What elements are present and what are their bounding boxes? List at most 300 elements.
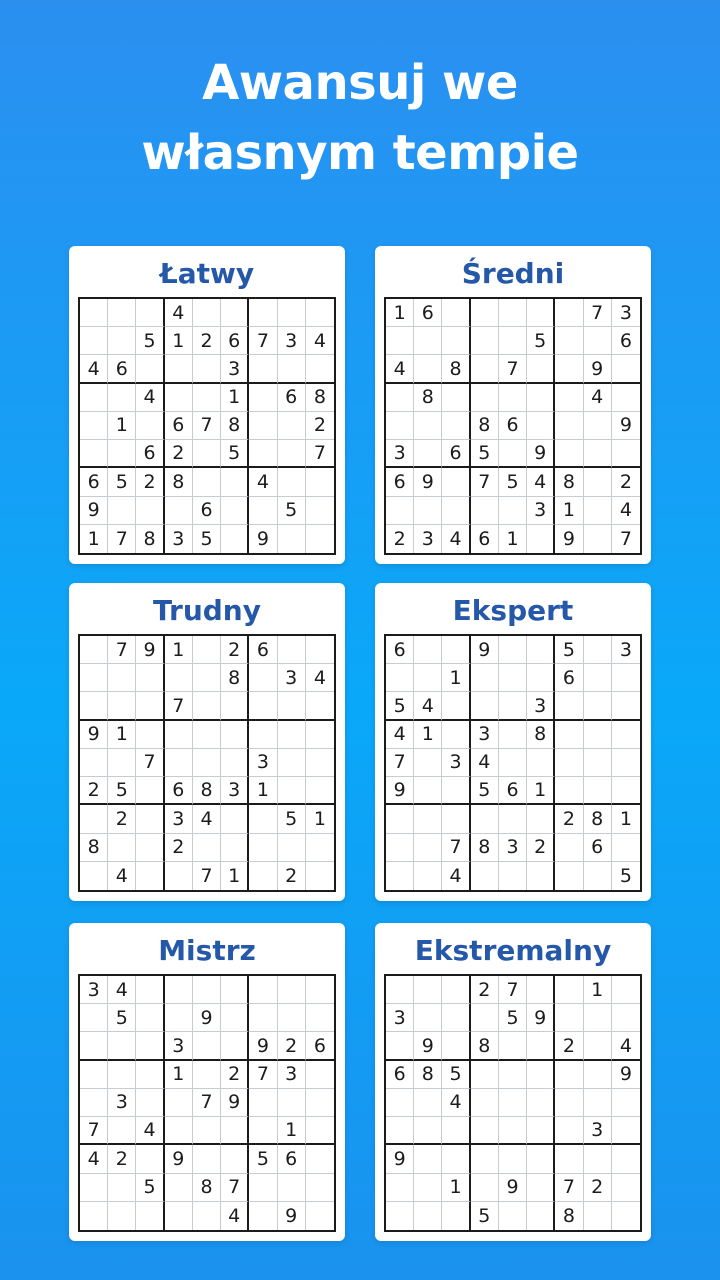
sudoku-cell [249,384,277,412]
sudoku-cell [499,384,527,412]
sudoku-cell: 6 [278,1145,306,1173]
sudoku-cell [80,664,108,692]
sudoku-cell [278,468,306,496]
sudoku-cell [555,1061,583,1089]
sudoku-cell [499,749,527,777]
sudoku-cell [499,721,527,749]
sudoku-cell [193,1117,221,1145]
sudoku-cell: 2 [108,1145,136,1173]
sudoku-cell: 9 [221,1089,249,1117]
sudoku-cell: 3 [249,749,277,777]
sudoku-cell [278,777,306,805]
sudoku-cell [471,862,499,890]
sudoku-cell [442,497,470,525]
sudoku-cell [278,692,306,720]
sudoku-cell [249,834,277,862]
sudoku-cell [612,976,640,1004]
sudoku-cell [471,327,499,355]
puzzle-card-title: Łatwy [159,257,255,290]
sudoku-cell [108,1202,136,1230]
sudoku-cell [306,749,334,777]
sudoku-cell: 2 [555,805,583,833]
sudoku-cell: 5 [278,805,306,833]
sudoku-cell: 2 [221,1061,249,1089]
sudoku-cell: 4 [527,468,555,496]
sudoku-cell [165,1117,193,1145]
sudoku-cell [249,355,277,383]
sudoku-cell [165,1202,193,1230]
sudoku-cell: 5 [471,777,499,805]
sudoku-cell [278,636,306,664]
sudoku-cell: 1 [386,299,414,327]
puzzle-card-master[interactable] [69,923,345,1241]
sudoku-cell: 5 [527,327,555,355]
sudoku-cell [165,721,193,749]
sudoku-cell [612,1117,640,1145]
sudoku-cell: 4 [80,1145,108,1173]
sudoku-cell [555,384,583,412]
sudoku-cell: 1 [442,1174,470,1202]
sudoku-cell [527,862,555,890]
sudoku-cell: 5 [278,497,306,525]
sudoku-cell [165,1174,193,1202]
sudoku-cell [414,664,442,692]
sudoku-cell: 1 [249,777,277,805]
sudoku-cell [584,440,612,468]
sudoku-cell: 6 [414,299,442,327]
sudoku-cell: 8 [414,384,442,412]
sudoku-cell [527,1089,555,1117]
sudoku-cell [527,384,555,412]
puzzle-card-hard[interactable] [69,583,345,901]
sudoku-cell [278,1004,306,1032]
sudoku-cell [80,1174,108,1202]
sudoku-cell: 2 [136,468,164,496]
sudoku-cell [193,1202,221,1230]
sudoku-cell: 8 [527,721,555,749]
sudoku-cell [499,497,527,525]
sudoku-cell [108,834,136,862]
sudoku-cell: 3 [165,525,193,553]
puzzle-card-expert[interactable] [375,583,651,901]
sudoku-cell [555,299,583,327]
sudoku-cell [136,1202,164,1230]
sudoku-cell [249,976,277,1004]
sudoku-cell: 5 [499,1004,527,1032]
sudoku-cell: 4 [442,1089,470,1117]
sudoku-cell [414,636,442,664]
sudoku-cell: 6 [442,440,470,468]
sudoku-cell: 4 [612,1032,640,1060]
sudoku-cell: 9 [249,525,277,553]
sudoku-cell [221,749,249,777]
sudoku-cell [499,692,527,720]
sudoku-cell [584,412,612,440]
sudoku-cell: 4 [249,468,277,496]
sudoku-cell [584,468,612,496]
sudoku-cell [414,412,442,440]
sudoku-cell [221,497,249,525]
sudoku-cell [442,299,470,327]
sudoku-cell [278,355,306,383]
sudoku-cell [278,525,306,553]
sudoku-cell [221,834,249,862]
sudoku-cell [108,749,136,777]
sudoku-cell [584,692,612,720]
sudoku-cell: 9 [386,1145,414,1173]
sudoku-cell: 9 [165,1145,193,1173]
sudoku-cell [584,1032,612,1060]
sudoku-cell [612,355,640,383]
headline-line-2: własnym tempie [141,125,579,181]
sudoku-cell [80,384,108,412]
sudoku-cell [414,497,442,525]
sudoku-cell [555,834,583,862]
sudoku-cell [414,862,442,890]
sudoku-cell: 4 [442,525,470,553]
sudoku-cell: 5 [221,440,249,468]
sudoku-cell [471,1117,499,1145]
sudoku-cell [527,1145,555,1173]
sudoku-cell [165,384,193,412]
sudoku-cell [278,440,306,468]
sudoku-cell [555,721,583,749]
sudoku-cell: 1 [278,1117,306,1145]
sudoku-cell [499,862,527,890]
sudoku-cell [414,777,442,805]
sudoku-cell [306,1004,334,1032]
sudoku-cell: 3 [499,834,527,862]
sudoku-cell: 9 [612,412,640,440]
sudoku-cell: 7 [193,1089,221,1117]
sudoku-cell [80,1202,108,1230]
sudoku-cell [442,636,470,664]
sudoku-cell [165,749,193,777]
sudoku-cell [249,1174,277,1202]
sudoku-cell: 6 [193,497,221,525]
sudoku-cell: 7 [80,1117,108,1145]
sudoku-cell [136,664,164,692]
sudoku-cell: 7 [306,440,334,468]
sudoku-cell: 4 [193,805,221,833]
sudoku-cell: 8 [306,384,334,412]
sudoku-cell: 8 [136,525,164,553]
sudoku-cell: 6 [386,468,414,496]
sudoku-cell: 7 [221,1174,249,1202]
sudoku-cell: 5 [386,692,414,720]
sudoku-cell [555,862,583,890]
sudoku-cell [386,862,414,890]
sudoku-cell [442,692,470,720]
sudoku-cell [193,440,221,468]
sudoku-cell [136,1032,164,1060]
sudoku-cell: 2 [471,976,499,1004]
sudoku-cell: 3 [386,1004,414,1032]
sudoku-cell: 1 [80,525,108,553]
sudoku-cell [108,692,136,720]
sudoku-cell [193,1061,221,1089]
sudoku-cell [221,1032,249,1060]
sudoku-cell [165,497,193,525]
sudoku-cell [108,1174,136,1202]
sudoku-cell [527,805,555,833]
sudoku-cell [414,805,442,833]
sudoku-cell [221,805,249,833]
sudoku-cell [584,1089,612,1117]
sudoku-cell: 2 [306,412,334,440]
sudoku-cell [584,525,612,553]
sudoku-cell [278,412,306,440]
sudoku-cell [499,1032,527,1060]
sudoku-cell: 2 [278,862,306,890]
sudoku-cell: 5 [136,327,164,355]
sudoku-cell [584,327,612,355]
sudoku-cell: 8 [442,355,470,383]
headline-line-1: Awansuj we [202,55,518,111]
sudoku-cell [136,721,164,749]
sudoku-cell: 9 [136,636,164,664]
sudoku-cell [306,976,334,1004]
sudoku-cell [471,1004,499,1032]
sudoku-cell: 3 [165,1032,193,1060]
sudoku-cell [80,749,108,777]
sudoku-cell [108,440,136,468]
sudoku-cell [612,749,640,777]
sudoku-cell [306,1117,334,1145]
sudoku-cell [80,412,108,440]
sudoku-cell [221,1004,249,1032]
sudoku-cell [414,1145,442,1173]
sudoku-cell [442,1202,470,1230]
sudoku-cell [386,1174,414,1202]
sudoku-cell: 8 [165,468,193,496]
sudoku-cell [584,777,612,805]
sudoku-cell [499,636,527,664]
sudoku-cell: 4 [80,355,108,383]
sudoku-cell [80,805,108,833]
sudoku-cell [555,1145,583,1173]
sudoku-cell [386,1089,414,1117]
sudoku-cell: 5 [193,525,221,553]
sudoku-cell [442,805,470,833]
sudoku-cell: 9 [527,1004,555,1032]
sudoku-cell: 2 [584,1174,612,1202]
sudoku-cell [442,777,470,805]
sudoku-cell: 1 [442,664,470,692]
sudoku-cell [414,1117,442,1145]
sudoku-cell: 1 [555,497,583,525]
sudoku-cell: 2 [221,636,249,664]
puzzle-card-title: Trudny [153,594,261,627]
sudoku-cell [249,299,277,327]
sudoku-cell [193,299,221,327]
puzzle-card-title: Mistrz [158,934,256,967]
sudoku-cell: 1 [584,976,612,1004]
sudoku-cell: 6 [612,327,640,355]
sudoku-cell [471,299,499,327]
sudoku-cell [612,440,640,468]
sudoku-grid [78,297,336,555]
sudoku-cell: 6 [499,777,527,805]
sudoku-cell: 3 [584,1117,612,1145]
headline [0,48,720,188]
sudoku-cell [249,1117,277,1145]
sudoku-cell [471,1089,499,1117]
sudoku-cell: 4 [612,497,640,525]
sudoku-cell [527,1061,555,1089]
sudoku-cell: 1 [221,862,249,890]
sudoku-cell [414,834,442,862]
sudoku-cell [249,721,277,749]
sudoku-cell: 2 [108,805,136,833]
sudoku-cell [442,1004,470,1032]
sudoku-cell [136,777,164,805]
sudoku-cell: 3 [414,525,442,553]
sudoku-cell [249,664,277,692]
puzzle-card-title: Średni [461,257,565,290]
sudoku-cell [165,862,193,890]
sudoku-cell: 4 [386,721,414,749]
sudoku-cell [136,355,164,383]
sudoku-cell: 8 [471,1032,499,1060]
sudoku-cell: 9 [612,1061,640,1089]
sudoku-cell [278,721,306,749]
sudoku-cell [108,1061,136,1089]
sudoku-cell [108,1117,136,1145]
puzzle-card-easy[interactable] [69,246,345,564]
sudoku-cell: 3 [442,749,470,777]
sudoku-cell [499,327,527,355]
sudoku-cell [278,749,306,777]
sudoku-cell [306,1174,334,1202]
puzzle-card-extreme[interactable] [375,923,651,1241]
sudoku-cell: 6 [555,664,583,692]
sudoku-cell: 7 [165,692,193,720]
sudoku-cell [193,1145,221,1173]
sudoku-cell: 1 [165,636,193,664]
sudoku-cell [193,355,221,383]
sudoku-cell [471,355,499,383]
sudoku-cell [499,805,527,833]
sudoku-cell [527,976,555,1004]
sudoku-cell: 7 [555,1174,583,1202]
sudoku-cell [249,692,277,720]
sudoku-cell [555,1004,583,1032]
sudoku-cell: 8 [414,1061,442,1089]
sudoku-cell: 9 [555,525,583,553]
sudoku-cell [386,327,414,355]
puzzle-card-medium[interactable] [375,246,651,564]
sudoku-cell [386,834,414,862]
sudoku-cell: 8 [555,1202,583,1230]
sudoku-cell [306,497,334,525]
sudoku-cell [584,497,612,525]
sudoku-cell [414,976,442,1004]
sudoku-cell [442,1117,470,1145]
sudoku-cell: 7 [193,412,221,440]
sudoku-cell [193,468,221,496]
sudoku-cell [414,1004,442,1032]
sudoku-cell: 3 [278,1061,306,1089]
sudoku-cell [414,1202,442,1230]
sudoku-cell: 7 [108,636,136,664]
sudoku-cell: 3 [278,327,306,355]
sudoku-cell [165,976,193,1004]
sudoku-cell [136,1061,164,1089]
sudoku-cell: 5 [471,1202,499,1230]
sudoku-cell: 4 [584,384,612,412]
sudoku-cell [80,636,108,664]
sudoku-cell [80,1061,108,1089]
sudoku-cell [499,440,527,468]
sudoku-cell: 5 [555,636,583,664]
sudoku-cell [108,664,136,692]
sudoku-cell [555,355,583,383]
sudoku-cell [471,1145,499,1173]
sudoku-cell: 1 [165,1061,193,1089]
sudoku-cell [136,1145,164,1173]
sudoku-cell: 6 [386,636,414,664]
sudoku-cell: 1 [527,777,555,805]
sudoku-cell: 2 [527,834,555,862]
sudoku-cell [527,525,555,553]
sudoku-cell [612,1202,640,1230]
sudoku-cell: 5 [442,1061,470,1089]
sudoku-cell [249,412,277,440]
sudoku-cell [499,1145,527,1173]
sudoku-cell [136,862,164,890]
sudoku-cell [414,1089,442,1117]
sudoku-cell [249,440,277,468]
sudoku-cell [499,1202,527,1230]
sudoku-cell: 4 [471,749,499,777]
sudoku-cell [499,664,527,692]
sudoku-cell [221,976,249,1004]
sudoku-cell: 6 [386,1061,414,1089]
sudoku-cell [136,692,164,720]
sudoku-cell [108,1032,136,1060]
sudoku-cell [527,1032,555,1060]
sudoku-cell: 3 [386,440,414,468]
sudoku-cell: 4 [136,1117,164,1145]
sudoku-cell: 3 [221,777,249,805]
sudoku-cell: 9 [584,355,612,383]
sudoku-cell: 4 [136,384,164,412]
sudoku-cell: 9 [80,721,108,749]
sudoku-cell: 5 [108,1004,136,1032]
sudoku-cell: 2 [165,440,193,468]
sudoku-cell [612,692,640,720]
sudoku-cell [386,805,414,833]
sudoku-cell: 6 [499,412,527,440]
sudoku-cell [165,355,193,383]
sudoku-cell: 3 [612,299,640,327]
sudoku-cell [306,355,334,383]
sudoku-cell: 8 [221,412,249,440]
sudoku-cell [306,862,334,890]
sudoku-cell [306,468,334,496]
sudoku-cell [612,1174,640,1202]
sudoku-cell [414,749,442,777]
sudoku-cell [193,1032,221,1060]
sudoku-cell [584,721,612,749]
sudoku-cell: 4 [108,976,136,1004]
sudoku-cell: 6 [108,355,136,383]
sudoku-cell [136,299,164,327]
sudoku-cell [612,834,640,862]
sudoku-cell [221,1145,249,1173]
sudoku-cell: 7 [193,862,221,890]
